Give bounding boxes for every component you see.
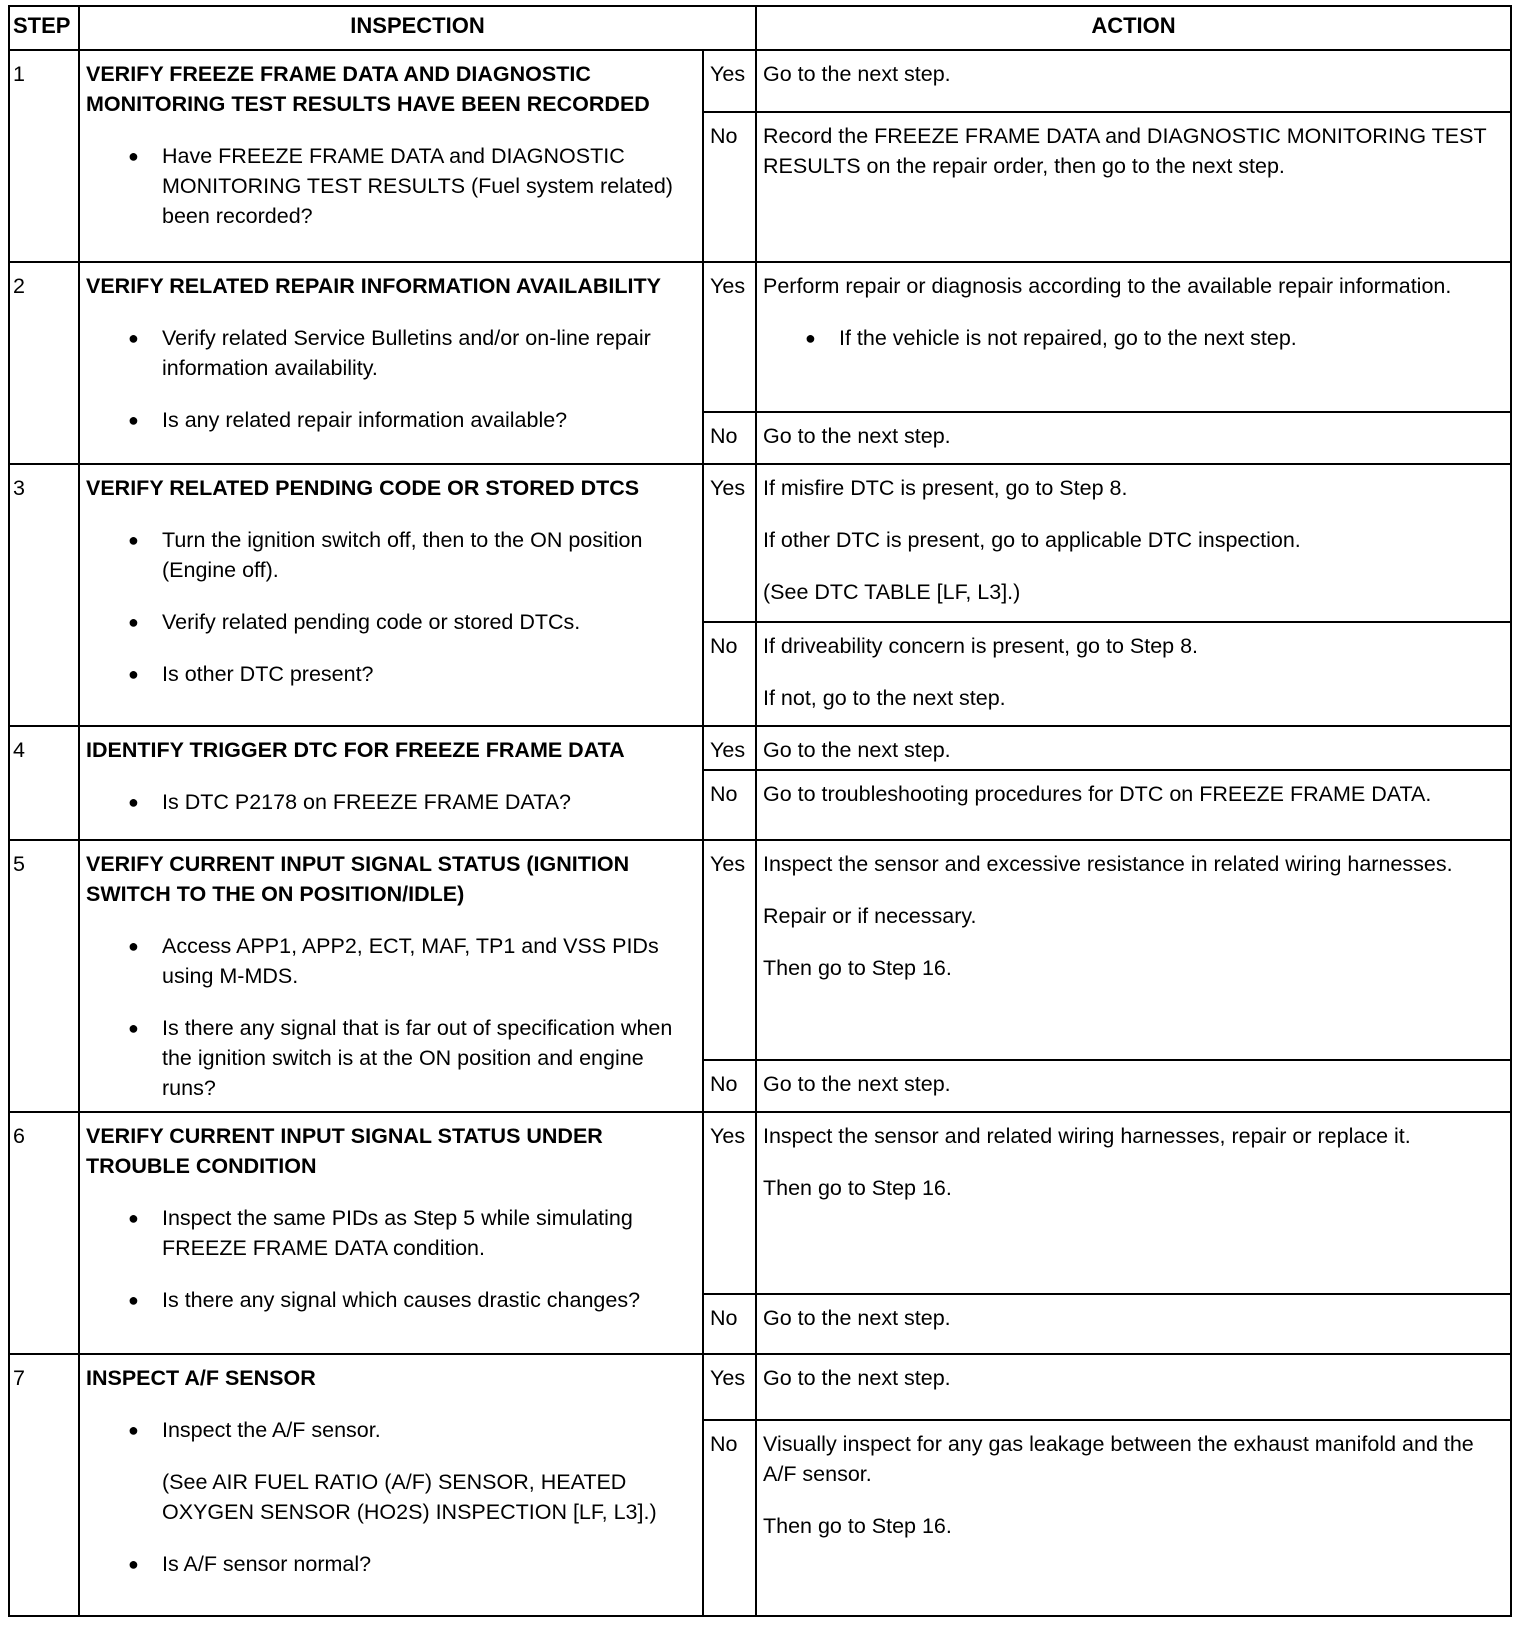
yes-action [756,840,1511,1060]
yes-action [756,262,1511,412]
step-number: 7 [9,1354,79,1616]
inspection-cell [79,50,703,262]
inspection-bullet [86,1415,696,1527]
inspection-cell [79,840,703,1112]
action-text: Go to troubleshooting procedures for DTC on FREEZE FRAME DATA. [763,782,1432,806]
step-number: 4 [9,726,79,840]
step-row-yes [9,50,1511,112]
action-text: Go to the next step. [763,424,951,448]
action-text: Go to the next step. [763,1306,951,1330]
inspection-bullet-text: Inspect the A/F sensor. [162,1418,381,1442]
action-text: Visually inspect for any gas leakage between the exhaust manifold and the A/F sensor. [763,1432,1474,1486]
action-text: Then go to Step 16. [763,1176,952,1200]
action-text: Perform repair or diagnosis according to the available repair information. [763,274,1452,298]
inspection-cell [79,262,703,464]
action-text: If driveability concern is present, go to Step 8. [763,634,1199,658]
yes-action [756,1112,1511,1294]
action-bullet: ● If the vehicle is not repaired, go to the next step. [763,323,1504,353]
inspection-cell [79,1112,703,1354]
action-text: Record the FREEZE FRAME DATA and DIAGNOSTIC MONITORING TEST RESULTS on the repair order, then go to the next step. [763,124,1487,178]
inspection-cell [79,1354,703,1616]
diagnostic-table [8,5,1512,1617]
inspection-bullet: ● Verify related pending code or stored DTCs. [86,607,696,637]
action-text: If other DTC is present, go to applicable DTC inspection. [763,528,1301,552]
action-text: Repair or if necessary. [763,904,977,928]
yes-action [756,1354,1511,1420]
action-text: Go to the next step. [763,1072,951,1096]
action-text: If misfire DTC is present, go to Step 8. [763,476,1128,500]
yes-label: Yes [703,1354,756,1420]
action-text: Then go to Step 16. [763,1514,952,1538]
inspection-bullet: ● Turn the ignition switch off, then to the ON position (Engine off). [86,525,696,585]
action-text: Go to the next step. [763,62,951,86]
action-text: (See DTC TABLE [LF, L3].) [763,580,1021,604]
no-label: No [703,770,756,840]
step-title: INSPECT A/F SENSOR [86,1366,316,1390]
step-title: VERIFY FREEZE FRAME DATA AND DIAGNOSTIC MONITORING TEST RESULTS HAVE BEEN RECORDED [86,62,650,116]
inspection-bullet: ● Is any related repair information available? [86,405,696,435]
no-label: No [703,622,756,726]
no-action [756,1420,1511,1616]
action-text: Go to the next step. [763,738,951,762]
step-number: 1 [9,50,79,262]
step-row-yes [9,726,1511,770]
inspection-bullet: ● Inspect the same PIDs as Step 5 while simulating FREEZE FRAME DATA condition. [86,1203,696,1263]
no-action [756,622,1511,726]
no-label: No [703,112,756,262]
inspection-cell [79,726,703,840]
step-row-yes [9,1354,1511,1420]
yes-label: Yes [703,840,756,1060]
action-text: If not, go to the next step. [763,686,1006,710]
yes-label: Yes [703,464,756,622]
step-title: IDENTIFY TRIGGER DTC FOR FREEZE FRAME DATA [86,738,625,762]
step-row-yes [9,1112,1511,1294]
inspection-bullet: ● Is DTC P2178 on FREEZE FRAME DATA? [86,787,696,817]
yes-label: Yes [703,1112,756,1294]
header-row [9,6,1511,50]
yes-label: Yes [703,50,756,112]
yes-action [756,50,1511,112]
inspection-bullet: ● Is A/F sensor normal? [86,1549,696,1579]
step-title: VERIFY CURRENT INPUT SIGNAL STATUS (IGNITION SWITCH TO THE ON POSITION/IDLE) [86,852,630,906]
step-title: VERIFY CURRENT INPUT SIGNAL STATUS UNDER TROUBLE CONDITION [86,1124,603,1178]
no-label: No [703,1294,756,1354]
header-action: ACTION [756,6,1511,50]
no-label: No [703,412,756,464]
no-label: No [703,1420,756,1616]
inspection-bullet: ● Verify related Service Bulletins and/or on-line repair information availability. [86,323,696,383]
header-step: STEP [9,6,79,50]
yes-label: Yes [703,726,756,770]
action-text: Inspect the sensor and related wiring harnesses, repair or replace it. [763,1124,1411,1148]
inspection-bullet: ● Access APP1, APP2, ECT, MAF, TP1 and VSS PIDs using M-MDS. [86,931,696,991]
header-inspection: INSPECTION [79,6,756,50]
action-text: Inspect the sensor and excessive resistance in related wiring harnesses. [763,852,1453,876]
yes-action [756,726,1511,770]
no-action [756,412,1511,464]
step-row-yes [9,464,1511,622]
yes-label: Yes [703,262,756,412]
no-action [756,1060,1511,1112]
step-number: 6 [9,1112,79,1354]
step-number: 3 [9,464,79,726]
no-label: No [703,1060,756,1112]
inspection-bullet: ● Have FREEZE FRAME DATA and DIAGNOSTIC MONITORING TEST RESULTS (Fuel system related) been recorded? [86,141,696,231]
inspection-bullet: ● Is there any signal that is far out of specification when the ignition switch is at the ON position and engine runs? [86,1013,696,1103]
yes-action [756,464,1511,622]
inspection-bullet: ● Is there any signal which causes drastic changes? [86,1285,696,1315]
inspection-cell [79,464,703,726]
step-row-yes [9,840,1511,1060]
step-title: VERIFY RELATED PENDING CODE OR STORED DTCS [86,476,640,500]
step-number: 2 [9,262,79,464]
action-text: Go to the next step. [763,1366,951,1390]
action-text: Then go to Step 16. [763,956,952,980]
bullet-note: (See AIR FUEL RATIO (A/F) SENSOR, HEATED OXYGEN SENSOR (HO2S) INSPECTION [LF, L3].) [162,1470,657,1524]
no-action [756,112,1511,262]
step-title: VERIFY RELATED REPAIR INFORMATION AVAILABILITY [86,274,661,298]
no-action [756,1294,1511,1354]
step-row-yes [9,262,1511,412]
inspection-bullet: ● Is other DTC present? [86,659,696,689]
step-number: 5 [9,840,79,1112]
no-action [756,770,1511,840]
